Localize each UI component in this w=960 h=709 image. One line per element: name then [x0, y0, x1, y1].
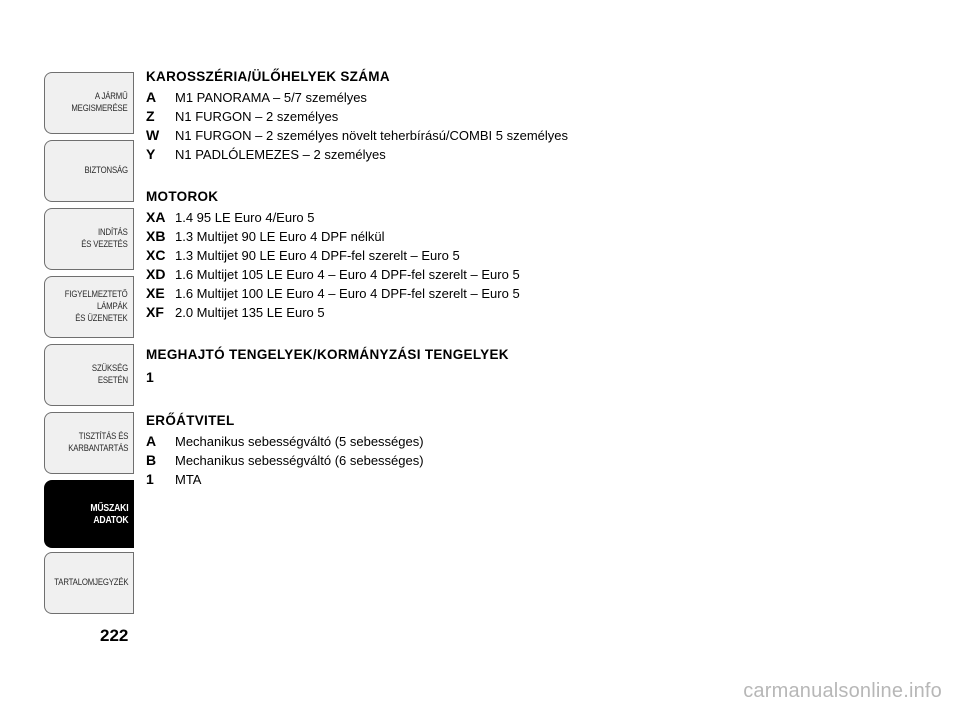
- item-code: XD: [146, 266, 166, 282]
- item-code: XC: [146, 247, 166, 263]
- tab-label: SZÜKSÉG ESETÉN: [91, 363, 128, 386]
- chapter-tabs: [44, 72, 134, 620]
- item-code: A: [146, 433, 157, 449]
- item-text: 1.3 Multijet 90 LE Euro 4 DPF nélkül: [175, 229, 385, 244]
- tab-safety[interactable]: [44, 140, 134, 202]
- item-text: 2.0 Multijet 135 LE Euro 5: [175, 305, 325, 320]
- item-code: XE: [146, 285, 165, 301]
- list-item: [146, 88, 846, 107]
- tab-label: INDÍTÁS ÉS VEZETÉS: [81, 227, 128, 250]
- item-text: Mechanikus sebességváltó (5 sebességes): [175, 434, 424, 449]
- item-code: W: [146, 127, 160, 143]
- item-text: N1 FURGON – 2 személyes: [175, 109, 339, 124]
- axle-code: 1: [146, 369, 154, 385]
- item-text: MTA: [175, 472, 202, 487]
- tab-starting-driving[interactable]: [44, 208, 134, 270]
- list-item: [146, 303, 846, 322]
- item-text: 1.4 95 LE Euro 4/Euro 5: [175, 210, 315, 225]
- item-text: 1.3 Multijet 90 LE Euro 4 DPF-fel szerelt – Euro 5: [175, 248, 460, 263]
- item-text: N1 PADLÓLEMEZES – 2 személyes: [175, 147, 386, 162]
- list-item: [146, 107, 846, 126]
- tab-maintenance[interactable]: [44, 412, 134, 474]
- list-item: [146, 470, 846, 489]
- list-item: [146, 451, 846, 470]
- item-text: Mechanikus sebességváltó (6 sebességes): [175, 453, 424, 468]
- section-heading: MOTOROK: [146, 189, 219, 204]
- item-text: M1 PANORAMA – 5/7 személyes: [175, 90, 367, 105]
- list-item: [146, 432, 846, 451]
- spacer: [146, 164, 846, 186]
- item-code: Z: [146, 108, 155, 124]
- tab-technical-data[interactable]: [44, 480, 134, 548]
- item-code: A: [146, 89, 157, 105]
- tab-emergency[interactable]: [44, 344, 134, 406]
- spacer: [146, 388, 846, 410]
- item-code: Y: [146, 146, 156, 162]
- item-text: N1 FURGON – 2 személyes növelt teherbírású/COMBI 5 személyes: [175, 128, 569, 143]
- list-item: [146, 208, 846, 227]
- tab-index[interactable]: [44, 552, 134, 614]
- section-heading: KAROSSZÉRIA/ÜLŐHELYEK SZÁMA: [146, 69, 390, 84]
- item-code: B: [146, 452, 157, 468]
- list-item: [146, 126, 846, 145]
- list-item: [146, 246, 846, 265]
- tab-label: BIZTONSÁG: [84, 165, 128, 176]
- list-item: [146, 227, 846, 246]
- watermark: carmanualsonline.info: [743, 680, 942, 702]
- axles-section: [146, 344, 846, 388]
- engines-section: [146, 186, 846, 322]
- tab-label: FIGYELMEZTETŐ LÁMPÁK ÉS ÜZENETEK: [65, 289, 128, 324]
- item-code: XF: [146, 304, 164, 320]
- tab-label: TARTALOMJEGYZÉK: [53, 577, 128, 588]
- spacer: [146, 322, 846, 344]
- item-code: XB: [146, 228, 166, 244]
- item-code: XA: [146, 209, 166, 225]
- tab-warning-lights[interactable]: [44, 276, 134, 338]
- main-content: [146, 66, 846, 489]
- transmission-section: [146, 410, 846, 489]
- body-seats-section: [146, 66, 846, 164]
- section-heading: ERŐÁTVITEL: [146, 413, 235, 428]
- tab-label: TISZTÍTÁS ÉS KARBANTARTÁS: [67, 431, 128, 454]
- list-item: [146, 145, 846, 164]
- tab-label: MŰSZAKI ADATOK: [89, 502, 128, 526]
- list-item: [146, 284, 846, 303]
- item-code: 1: [146, 471, 154, 487]
- item-text: 1.6 Multijet 100 LE Euro 4 – Euro 4 DPF-fel szerelt – Euro 5: [175, 286, 520, 301]
- section-heading: MEGHAJTÓ TENGELYEK/KORMÁNYZÁSI TENGELYEK: [146, 347, 509, 362]
- page-number: 222: [100, 626, 129, 645]
- list-item: [146, 265, 846, 284]
- tab-label: A JÁRMŰ MEGISMERÉSE: [71, 91, 128, 114]
- tab-vehicle-intro[interactable]: [44, 72, 134, 134]
- item-text: 1.6 Multijet 105 LE Euro 4 – Euro 4 DPF-fel szerelt – Euro 5: [175, 267, 520, 282]
